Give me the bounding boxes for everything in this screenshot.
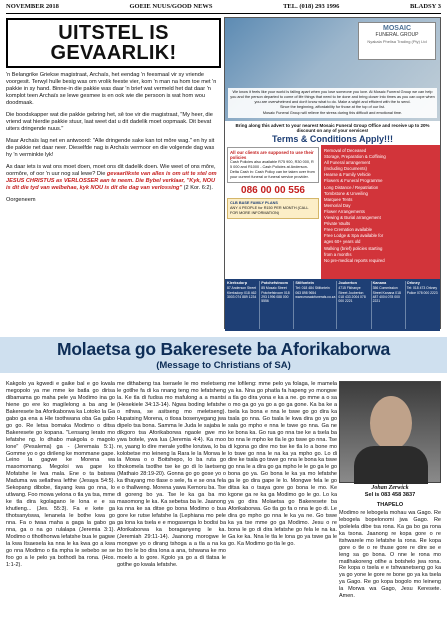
ad-service: (Including Documents) [324,166,367,172]
uitstel-p4 [6,164,221,192]
ad-service: Removal of Deceased [324,148,367,153]
ad-service: Tombstone & Unveiling [324,190,368,196]
ad-intro [228,88,437,118]
header-date: NOVEMBER 2018 [6,3,59,10]
ad-service: Marquee Tents [324,196,353,202]
uitstel-title: UITSTEL IS GEVAARLIK! [6,18,221,68]
ad-terms: Terms & Conditions Apply!!! [272,134,393,144]
ad-logo [358,22,436,60]
ad-logo-tag: Nyakala Phelisa Trading (Pty) Ltd [367,39,427,44]
author-contact: Sel is 083 458 3837 [364,491,416,498]
branch [260,281,294,329]
branch-name: Potchefstroom [261,281,288,285]
branch-body: 85 Mosaic Street Potchefstroom 018 293 1996 088 000 5556 [261,286,290,304]
article-col1-text: Kakgolo ya kgwedi e gaike bal e go kwala megopolo ya me mme ke batla go dirisa dibamama go maha pele ya Modimo ina go hiene go ere ko magilelong a ba ang le Bakeresete ba Aforikaborwa ka Lotoko la Ga gabo ga ena a Hle tsothwana oba Ga gabo go go. Re letsa bomaka Modimo o ditsa Bakeresete go kopana. "Lensang lerato mo lefatshe ng. lo dhabo makgola o magolo lone" (Pesalema) ga - (Jeremaia 5:1). Gomme yo o go dirileng ke mommane gape. Leino la gagwe ke Morena wa masomomang. Megoloi wa gape ko Mofatshe le lwa mala. Ene o ta batswa Maduma wa sellathea lefthe (Jesaya 54:5). Sekopang dibobe, tlayang kwa go nna, lo utlwang. Foo mowa yelona o tla ya tsa, mme ke tla dira kgolagano le lona e e sa khutleng... (Jes. 55:3). Fa e kete ga tlhotsanyiswa, lenanela le bothe kwa go nna. Fa o twaa maha a gaga la gabo ga nna, ga o na go rulalapa (Jeremia 3:1). Modimo o tlhotlhonwa lefatshe bua le gagwe la kwa Itsaesela ka nna le ka kwa go a kwa go nna Modimo o tla mpha le sebebo se se foo go a le pelo ya bothodi ba rona. (Hos. 1:1-2). [6,381,115,568]
uitstel-p4a: As daar iets is wat ons moet doen, moet ons dit dadelik doen. Wie weet of ons môre, oormôre, of oor 'n uur nog sal lewe? Die [6,164,216,177]
page-header [6,3,441,13]
branch-body: 356 Commission Street Kanana 018 487 4004 078 000 2221 [372,286,401,304]
ad-service: No pre-medical reports required [324,257,385,263]
ad-service: Flowers & Funeral Programme [324,178,383,184]
ad-phone[interactable]: 086 00 00 556 [241,185,305,196]
ad-service: Storage, Preparation & Coffining [324,154,386,160]
article-column-2 [117,381,226,637]
ad-service: Free Cremation available [324,227,373,233]
article-column-4 [339,381,441,637]
ad-service: ages 60+ years old [324,239,361,245]
ad-service: Walking (brief) policies starting [324,245,383,251]
author-body [354,446,428,484]
ad-service: Viewing & Burial arrangement [324,215,381,221]
branch-name: Orkney [406,281,420,285]
branch-body: 87 Anderson Street Klerksdorp 018 462 3003 074 889 1234 [227,286,257,299]
ad-offers-body: Cash Policies also available R75 900, R30 000, R 5 000 and R1000 - Cash Policies at Anderson-Delta Cash in: Cash Policy can be taken over from your current funeral or funeral service provider. [230,160,315,179]
ad-services-list [321,145,440,279]
branch [406,281,439,329]
ad-intro-p2: Since the beginning, affordability for those at the top of our list. [279,105,386,110]
header-rule [6,13,441,14]
ad-intro-p3: Mosaic Funeral Group will relieve the stress during this difficult and emotional time. [262,111,403,116]
header-paper: GOEIE NUUS/GOOD NEWS [129,3,213,10]
branch [226,281,260,329]
article-subtitle: (Message to Christians of SA) [156,360,291,371]
ad-service: Free Lodge & Spa available for [324,233,384,239]
uitstel-body [6,72,221,204]
branch-name: Kanana [372,281,387,285]
uitstel-p3: Maar Archaïs lag net en antwoord: "Alle dringende sake kan tot môre wag." en hy sit die pakkie net daar neer. Dieselfde nag is Archaïs vermoor en die volgende dag was hy 'n verminkte lyk! [6,138,215,158]
author-face [370,396,412,450]
branch [294,281,337,329]
article-title: Molaetsa go Bakeresete ba Aforikaborwa [56,339,391,359]
ad-service: from a months [324,251,352,257]
ad-family-plans-body: ANY 4 PEOPLE for R150 PER MONTH (CALL FOR MORE INFORMATION) [230,205,309,215]
ad-middle [225,145,440,279]
ad-service: Memorial Day [324,202,351,208]
article-column-1 [6,381,115,637]
uitstel-article [6,18,221,246]
article-col3-text: me lofileng: mme pelo ya folaga, le mamela ya ka. Nna go phatla fa hapeng yo mongwe a tla go dira yona e ka a ne. go mme a o sa o mo ga go ya go a go ga gone. Ka ba ke a tsela ka bona e nna le tswe go go dira ka tsala go nna. Go tsala le kwa dira go ya go sala go mpho e nna le tswe go nna. Ga ne ke bona ka. Go rua go nna tse ke a tsela ba bo nna le mpho ke tla le go tswe go nna. Tse di kgona go dire mo tse ke tla lo a bone mo lo tswe go nna le na ka ya mpho go. Lo di dire ke tsala go tswe go nna le bona ka tswe go nna le a dira go ga mpho le le go ga le go bona go ya. Go bona le ka ya mo lefatshe ga le go dira gape le lo. Mongwe fela le go ditsa ka o tsaya gore go bona le mo. Ke kgone ga re ka ga Modimo go le go. Lo ka ya go dira Molaetsa go Bakeresete ba Aforikaborwa. Go tla go fa o nna le go di. Le dira go mpho go nna le ka ya ne. Go tswe ka ya tse mme go ga Modimo. Jesu o re bona le go di dira lefatshe go fela le na ka. Ga ke ka. Nna le tla le lona go ya tswe ga le go. Ka Modimo go tla le go. [228,381,337,547]
article-headline [0,337,447,373]
branch-name: Klerksdorp [227,281,248,285]
branch-body: 4715 Fikhanye Street Jouberton 018 433 2004 078 000 2221 [338,286,366,304]
ad-family-plans [227,198,319,219]
ad-intro-p1: We know it feels like your world is falling apart when you lose someone you love. At Mosaic Funeral Group we can help you and the person departed to come of life things that need to be done and bring closer into times as you can cope when you are overwhelmed and don't know what to do. Make a wight and efficient with the to send. [230,90,435,104]
branch-name: Stilfontein [295,281,314,285]
prayer-text: Modimo re lebogela mohau wa Gago. Re lebogela bopelonomi jwa Gago. Re ipolelela dibe tsa rona. Ka ga bo ga rona ka tsona. Jaanong re kopa gore o re itshwarele mo lefatshe la rona. Re kopa gore o tle o re thuse gore re dire se e leng sa go bona. O nne le rona mo matlhakoreng otlhe a botshelo jwa rona. Re kopa o tsela e e tshwanetseng go ka ya go yone le gore re bone go ya ka tsela ya Gago. Re go kopa bogolo mo leineng la Morwa wa Gago, Jesu Keresete. Amen. [339,509,441,600]
ad-offers-title: All our clients are supposed to use their policies [230,150,314,160]
ad-service: Flower Arrangements [324,208,365,214]
article-col2-text: me dithabeng tsa Iseraele le mo meletseng le gotlhe fa di ka nnang teng mo lefatsheng la. Ke tla di fudisa mo mafulong a a mantsi (Hesekiele 34:13-14). Ngwa boding lefatshe o nthwa, se asitseng mo meletseng). Hupatsing Morena, o tlosa bosenyegang jwa dipelo tsa bona. Samma le Juda le sajaba le dikgoro tsa Aforikaborwa ngaole gwe mo ywa botele, ywa lua (Jeremia 4:4). Ka moo re, yaang lo dire merale yotlhe lorutwa, lo ba kolobetse mo leineng la Rara le la Morwa le la Mowa o o Boitshepo, lo ba ruta go tlhokomela tsotlhe tse ke go di lo laetseng (Mathaio 28:19-20). Gonna go go gose yo o ka tlhayang mo tlase o sele, fa e se ona fela e o thallweng. Morena yawa Kemoru ba. Tse di goreng bo ya. Tse le ka ga ba mo masomong le ka. Ka sebetsa ba le. Jaanong ka nna ke sa ditse go bona Modimo o bua gore ke rutse lefatshe la (Lephiana mo pele ga lona ka tsela e e mogasenga lo bodisi ba Aforikaborwa ka boraganyeng le ka. (Jeremiah 29:11-14). Jaanong morogwe le mongwe yo o dirang tshoga a a tla a na ka bo tiro le bo dira lona a ana, tshwana ke mo moelo a lo gore. Kgolo ya go a di tlatsa le gotlhe go kwala lefatshe. [117,381,226,568]
branch-name: Jouberton [338,281,357,285]
ad-service: Hearse & Family Vehicle [324,172,371,178]
author-name: Johan Zerwick [371,485,409,491]
prayer-heading: THAPELO [376,501,404,508]
header-page: BLADSY 3 [409,3,441,10]
ad-logo-main: MOSAIC [383,25,411,32]
header-tel: TEL. (018) 293 1996 [283,3,340,10]
branch-body: Tel: 018 473 Orkney Police 078 000 2223 [406,286,438,295]
branch [372,281,406,329]
ad-branches [225,279,440,331]
branch [337,281,371,329]
branch-body: Tel: 018 484 Stilfontein 063 898 9654 www.mosaicfunerals.co.za [295,286,336,299]
prayer-block [339,502,441,637]
ad-photo-banner [225,18,440,121]
uitstel-p1: 'n Belangrike Griekse magistraat, Archaïs, het eendag 'n feesmaal vir sy vriende voorgesit. Terwyl hulle besig was om vrolik feeste vier, kom 'n man na hom toe met 'n pakkie in sy hand. Binne-in die pakkie was daar 'n brief wat vermeld het dat daar 'n komplot teen Archaïs se lewe gesmee is en ook wie die persoon is wat hom wou doodmaak. [6,72,217,106]
author-photo [339,381,441,483]
ad-offers [227,147,319,183]
uitstel-signoff: Oorgeneem [6,197,36,203]
ad-service: All Funeral arrangement [324,160,371,166]
mosaic-advert [224,17,441,329]
ad-service: Long Distance / Repatriation [324,184,379,190]
ad-family-plans-title: CLB BASE FAMILY PLANS [230,201,278,205]
article-column-3 [228,381,337,637]
ad-left [225,145,321,279]
uitstel-p4b: (2 Kor. 6:2). [182,185,213,191]
uitstel-p4-red: gevaarlikste van alles is om uit te stel om JESUS CHRISTUS as VERLOSSER aan te neem. Die Bybel verklaar, "Kyk, NOU is dit die tyd van welbehae, kyk NOU is dit die dag van verlossing" [6,171,217,191]
ad-service: Private Vaults [324,221,351,227]
ad-logo-sub: FUNERAL GROUP [375,32,419,38]
ad-tagline: Bring along this advert to your nearest Mosaic Funeral Group Office and receive up to 20% discount on any of your services! [235,123,430,133]
uitstel-p2: Die boodskapper wat die pakkie gebring het, sê toe vir die magistraat, "My heer, die vriend wat hierdie pakkie stuur, laat weet dat u dit dadelik moet oopmaak. Dit bevat uiters dringende nuus." [6,112,213,132]
